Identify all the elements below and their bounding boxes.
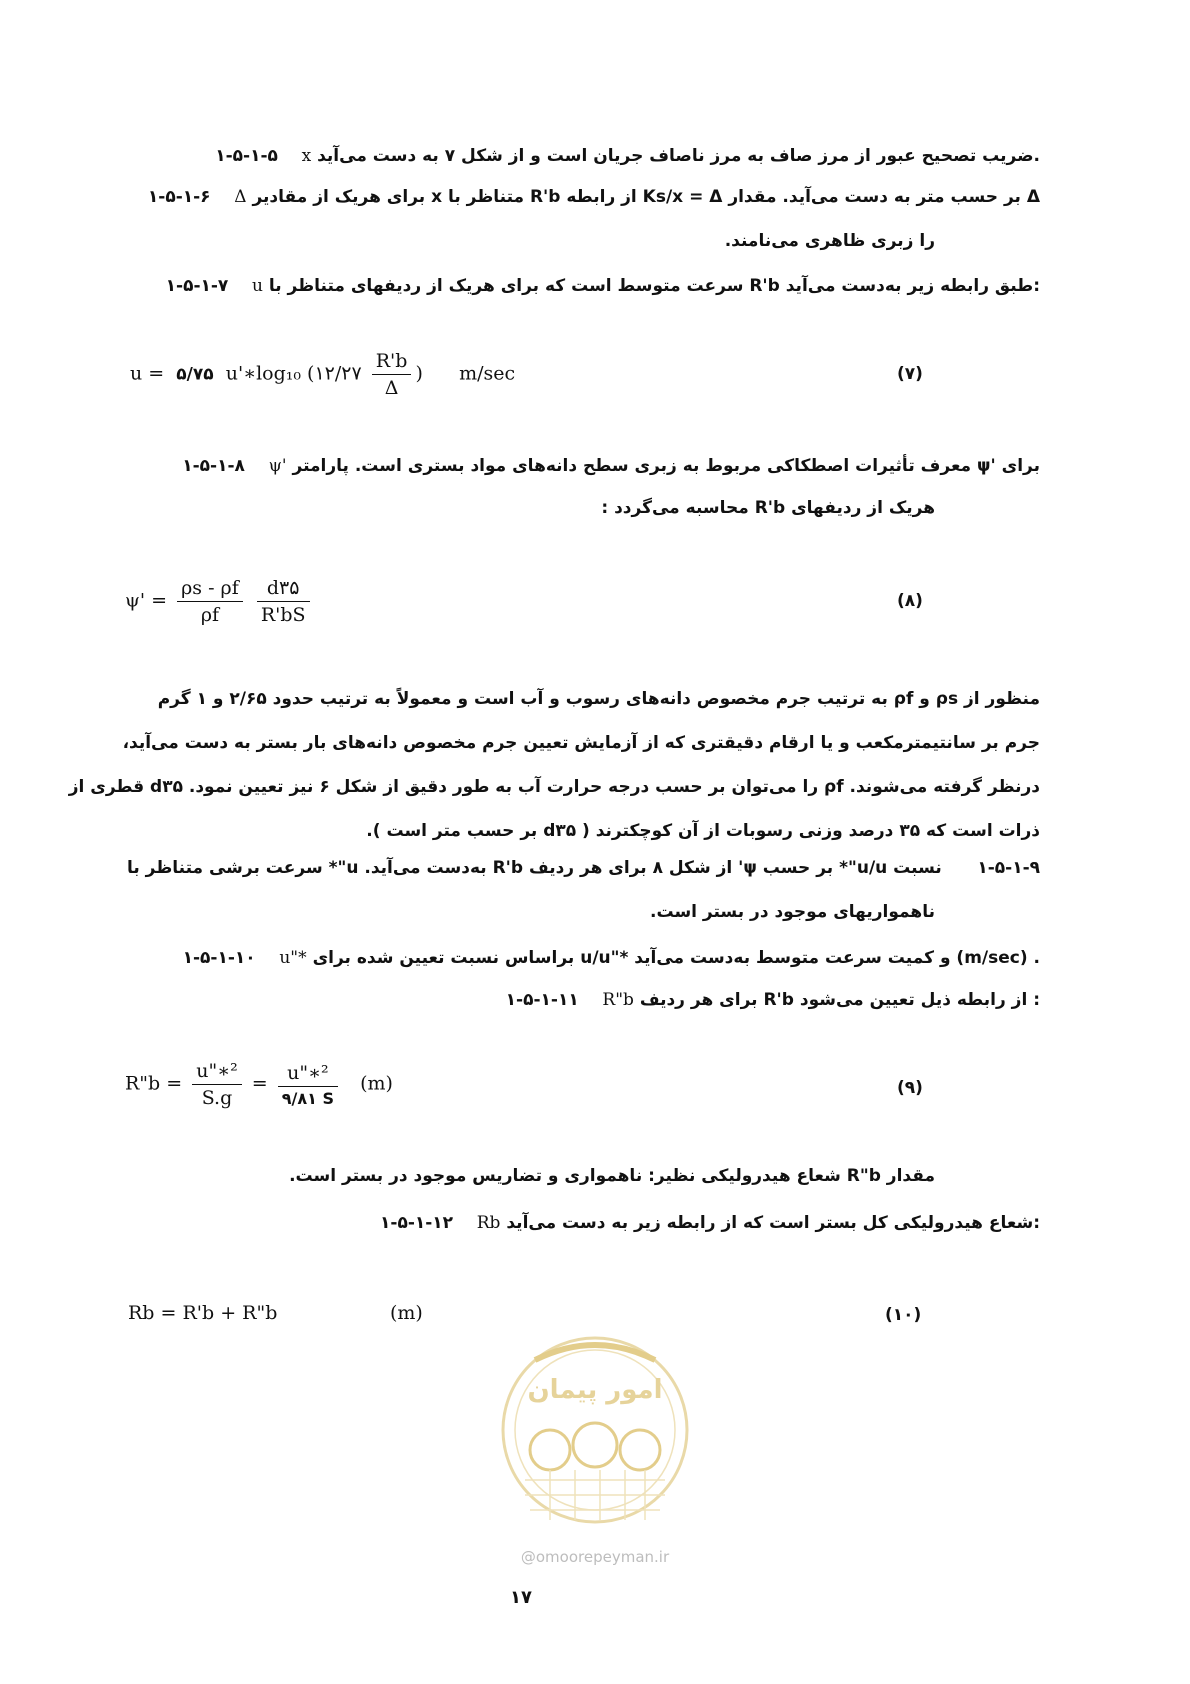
eq8-fraction-1 bbox=[177, 577, 243, 626]
eq9-fraction-1 bbox=[192, 1060, 242, 1109]
item-symbol: u bbox=[252, 276, 263, 296]
eq7-unit: m/sec bbox=[459, 362, 516, 385]
item-symbol: u"* bbox=[279, 948, 307, 968]
rb-note-text: مقدار R"b شعاع هیدرولیکی نظیر: ناهمواری و تضاریس موجود در بستر است. bbox=[289, 1166, 935, 1186]
equation-8-number: (۸) bbox=[897, 591, 923, 611]
item-1-5-1-7 bbox=[120, 276, 1040, 296]
eq8-fraction-2 bbox=[257, 577, 310, 626]
item-text: نسبت u/u"* بر حسب ψ' از شکل ۸ برای هر ردیف R'b به‌دست می‌آید. u"* سرعت برشی متناظر با bbox=[127, 858, 942, 878]
item-number: ۱-۵-۱-۱۱ bbox=[505, 990, 579, 1010]
item-symbol: x bbox=[301, 146, 312, 166]
item-1-5-1-8-cont bbox=[135, 498, 935, 518]
equation-9 bbox=[125, 1060, 393, 1109]
item-text: هریک از ردیفهای R'b محاسبه می‌گردد : bbox=[601, 498, 935, 518]
item-text: را زبری ظاهری می‌نامند. bbox=[724, 231, 935, 251]
item-number: ۱-۵-۱-۷ bbox=[165, 276, 229, 296]
eq9-lhs: R"b = bbox=[125, 1072, 183, 1095]
item-number: ۱-۵-۱-۸ bbox=[182, 456, 245, 476]
page-number: ۱۷ bbox=[510, 1587, 532, 1608]
paragraph-line: جرم بر سانتیمترمکعب و یا ارقام دقیقتری که از آزمایش تعیین جرم مخصوص دانه‌های بار بستر به دست می‌آید، bbox=[122, 733, 1040, 753]
item-symbol: R"b bbox=[602, 990, 634, 1010]
item-1-5-1-9 bbox=[120, 858, 1040, 878]
eq7-coef: ۵/۷۵ bbox=[176, 364, 214, 385]
eq7-numerator: R'b bbox=[372, 350, 412, 375]
item-1-5-1-10 bbox=[120, 948, 1040, 968]
eq9-numerator-2: u"∗² bbox=[278, 1062, 338, 1087]
equation-10 bbox=[128, 1302, 277, 1324]
item-number: ۱-۵-۱-۱۰ bbox=[182, 948, 256, 968]
item-text: براساس نسبت تعیین شده برای u/u"* و کمیت سرعت متوسط به‌دست می‌آید (m/sec) . bbox=[312, 948, 1040, 968]
item-1-5-1-11 bbox=[120, 990, 1040, 1010]
eq8-lhs: ψ' = bbox=[125, 589, 168, 612]
eq7-fraction bbox=[372, 350, 412, 399]
equation-7-number: (۷) bbox=[897, 364, 923, 384]
eq9-denominator-2: ۹/۸۱ S bbox=[281, 1088, 334, 1108]
item-1-5-1-8 bbox=[120, 456, 1040, 476]
item-text: سرعت متوسط است که برای هریک از ردیفهای متناظر با R'b طبق رابطه زیر به‌دست می‌آید: bbox=[268, 276, 1040, 296]
eq9-unit: (m) bbox=[360, 1072, 393, 1095]
rb-note bbox=[135, 1166, 935, 1186]
item-number: ۱-۵-۱-۶ bbox=[147, 187, 211, 207]
watermark-emblem bbox=[490, 1320, 700, 1550]
watermark-url bbox=[490, 1548, 700, 1566]
equation-10-number: (۱۰) bbox=[885, 1305, 922, 1325]
eq9-equals: = bbox=[251, 1072, 268, 1095]
eq8-numerator-2: d۳۵ bbox=[257, 577, 310, 602]
paragraph-line: درنظر گرفته می‌شوند. ρf را می‌توان بر حسب درجه حرارت آب به طور دقیق از شکل ۶ نیز تعیین نمود. d۳۵ قطری از bbox=[68, 777, 1040, 797]
eq7-lhs: u = bbox=[130, 362, 165, 385]
equation-7 bbox=[130, 350, 515, 399]
item-number: ۱-۵-۱-۹ bbox=[977, 858, 1040, 878]
item-number: ۱-۵-۱-۱۲ bbox=[380, 1213, 454, 1233]
item-symbol: Rb bbox=[476, 1213, 501, 1233]
eq7-close: ) bbox=[415, 362, 423, 385]
eq8-numerator-1: ρs - ρf bbox=[177, 577, 243, 602]
paragraph-line: منظور از ρs و ρf به ترتیب جرم مخصوص دانه‌های رسوب و آب است و معمولاً به ترتیب حدود ۲/۶۵ و ۱ گرم bbox=[157, 689, 1040, 709]
eq7-denominator: Δ bbox=[384, 377, 399, 399]
item-1-5-1-6-cont bbox=[135, 231, 935, 251]
item-symbol: Δ bbox=[234, 187, 247, 207]
eq7-func: u'∗log₁₀ (۱۲/۲۷ bbox=[225, 362, 362, 385]
eq8-denominator-2: R'bS bbox=[260, 604, 306, 626]
item-1-5-1-9-cont bbox=[135, 902, 935, 922]
watermark-url-text: omoorepeyman.ir bbox=[535, 1548, 670, 1566]
item-text: معرف تأثیرات اصطکاکی مربوط به زبری سطح دانه‌های مواد بستری است. پارامتر ψ' برای bbox=[292, 456, 1040, 476]
item-symbol: ψ' bbox=[268, 456, 287, 476]
eq8-denominator-1: ρf bbox=[200, 604, 220, 626]
equation-8 bbox=[125, 577, 314, 626]
item-number: ۱-۵-۱-۵ bbox=[215, 146, 278, 166]
explanation-paragraph bbox=[68, 677, 1040, 853]
item-text: برای هریک از مقادیر x متناظر با R'b از رابطه Ks/x = Δ بر حسب متر به دست می‌آید. مقدار Δ bbox=[252, 187, 1040, 207]
eq10-expression: Rb = R'b + R"b bbox=[128, 1302, 278, 1324]
item-1-5-1-6 bbox=[120, 187, 1040, 207]
at-icon: @ bbox=[520, 1548, 536, 1566]
equation-10-unit: (m) bbox=[390, 1302, 423, 1324]
item-1-5-1-5 bbox=[120, 146, 1040, 166]
paragraph-line: ذرات است که ۳۵ درصد وزنی رسوبات از آن کوچکترند ( d۳۵ بر حسب متر است ). bbox=[366, 821, 1040, 841]
eq9-numerator-1: u"∗² bbox=[192, 1060, 242, 1085]
item-text: شعاع هیدرولیکی کل بستر است که از رابطه زیر به دست می‌آید: bbox=[506, 1213, 1040, 1233]
eq9-fraction-2 bbox=[278, 1062, 338, 1108]
item-text: برای هر ردیف R'b از رابطه ذیل تعیین می‌شود : bbox=[639, 990, 1040, 1010]
item-text: ناهمواریهای موجود در بستر است. bbox=[650, 902, 935, 922]
equation-9-number: (۹) bbox=[897, 1078, 923, 1098]
watermark-logo-text: امور پیمان bbox=[527, 1375, 663, 1405]
eq9-denominator-1: S.g bbox=[201, 1087, 233, 1109]
watermark-logo bbox=[490, 1320, 700, 1580]
item-1-5-1-12 bbox=[120, 1213, 1040, 1233]
item-text: ضریب تصحیح عبور از مرز صاف به مرز ناصاف جریان است و از شکل ۷ به دست می‌آید. bbox=[317, 146, 1040, 166]
